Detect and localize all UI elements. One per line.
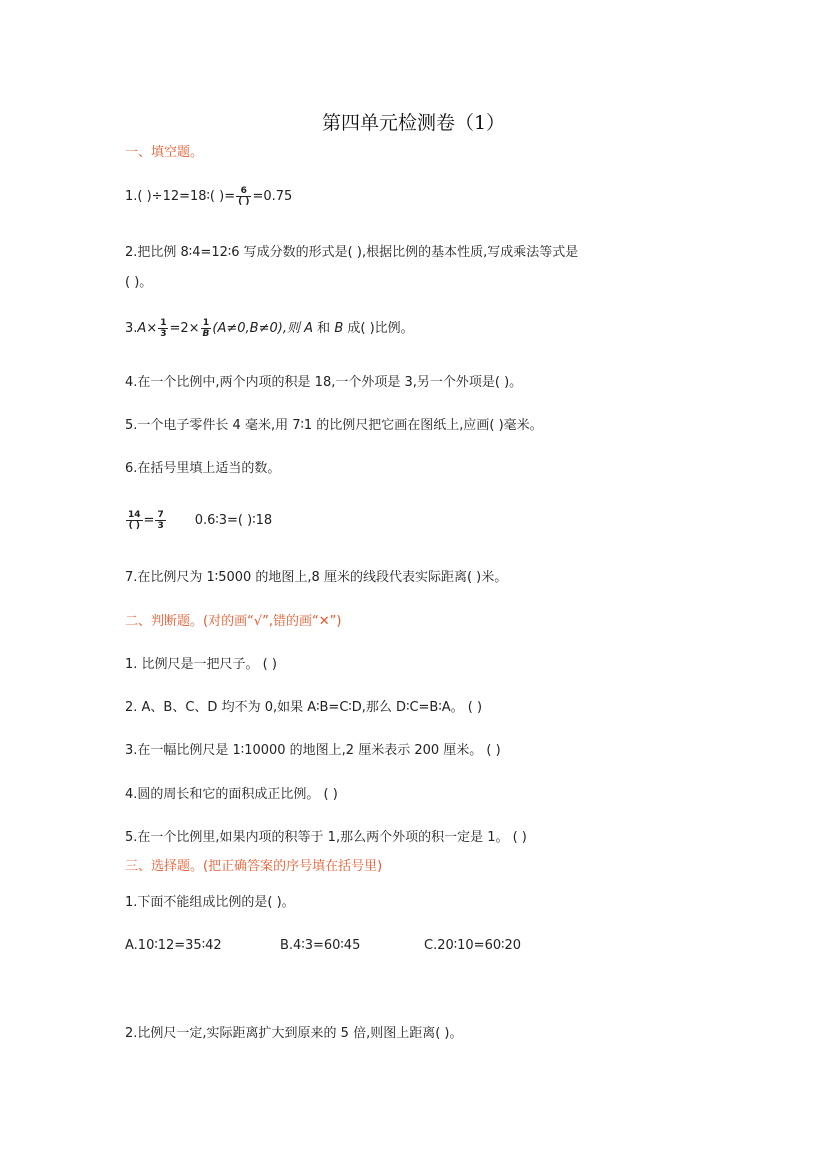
fill-q1-after: =0.75	[252, 189, 293, 204]
judge-question-5: 5.在一个比例里,如果内项的积等于 1,那么两个外项的积一定是 1。 ( )	[125, 830, 527, 845]
fill-question-2-line1: 2.把比例 8∶4=12∶6 写成分数的形式是( ),根据比例的基本性质,写成乘法等式是	[125, 245, 579, 260]
fill-q3-frac2-num: 1	[202, 318, 210, 328]
judge-question-2: 2. A、B、C、D 均不为 0,如果 A∶B=C∶D,那么 D∶C=B∶A。 ( )	[125, 700, 483, 715]
fill-question-6: 6.在括号里填上适当的数。	[125, 461, 281, 476]
fill-q3-prefix: 3.	[125, 321, 138, 336]
fill-q6-ratio: 0.6∶3=( )∶18	[194, 513, 273, 528]
fill-question-4: 4.在一个比例中,两个内项的积是 18,一个外项是 3,另一个外项是( )。	[125, 375, 523, 390]
fill-q3-frac1-den: 3	[160, 329, 167, 339]
fill-q3-end: 成( )比例。	[347, 321, 414, 336]
fill-question-1	[125, 186, 292, 207]
fill-q6-frac2-den: 3	[157, 521, 164, 531]
fill-q1-fraction	[236, 186, 251, 207]
fill-question-3	[125, 318, 414, 339]
fill-question-7: 7.在比例尺为 1∶5000 的地图上,8 厘米的线段代表实际距离( )米。	[125, 570, 508, 585]
choice-q1-option-a: A.10∶12=35∶42	[125, 938, 222, 953]
fill-q6-frac2-num: 7	[157, 510, 164, 520]
fill-q3-var-a2: A	[304, 321, 314, 336]
judge-question-4: 4.圆的周长和它的面积成正比例。 ( )	[125, 787, 338, 802]
choice-question-1: 1.下面不能组成比例的是( )。	[125, 895, 295, 910]
fill-q6-fraction-2	[155, 510, 165, 531]
fill-q1-frac-den: ( )	[238, 197, 250, 207]
choice-question-2: 2.比例尺一定,实际距离扩大到原来的 5 倍,则图上距离( )。	[125, 1026, 463, 1041]
choice-q1-option-b: B.4∶3=60∶45	[280, 938, 361, 953]
fill-q6-equals: =	[143, 513, 155, 528]
fill-q1-frac-num: 6	[240, 186, 247, 196]
fill-q3-times: ×	[146, 321, 158, 336]
fill-question-5: 5.一个电子零件长 4 毫米,用 7∶1 的比例尺把它画在图纸上,应画( )毫米。	[125, 418, 543, 433]
page-title: 第四单元检测卷（1）	[321, 112, 506, 134]
fill-q1-before: 1.( )÷12=18∶( )=	[125, 189, 236, 204]
section-judge-heading: 二、判断题。(对的画“√”,错的画“✕”)	[125, 614, 342, 629]
fill-q3-mid: =2×	[169, 321, 200, 336]
judge-question-3: 3.在一幅比例尺是 1∶10000 的地图上,2 厘米表示 200 厘米。 ( )	[125, 743, 501, 758]
section-choice-heading: 三、选择题。(把正确答案的序号填在括号里)	[125, 859, 383, 874]
fill-q3-fraction-2	[201, 318, 212, 339]
fill-question-2-line2: ( )。	[125, 275, 153, 290]
choice-q1-option-c: C.20∶10=60∶20	[424, 938, 522, 953]
fill-q6-frac1-num: 14	[128, 510, 141, 520]
fill-q3-and: 和	[317, 321, 331, 336]
section-fill-heading: 一、填空题。	[125, 145, 204, 160]
fill-q3-frac1-num: 1	[160, 318, 167, 328]
fill-q3-var-b: B	[334, 321, 344, 336]
fill-q6-fraction-1	[126, 510, 143, 531]
fill-question-6-items	[125, 510, 272, 531]
choice-question-1-options	[125, 936, 521, 956]
fill-q3-frac2-den: B	[202, 329, 210, 339]
fill-q3-fraction-1	[158, 318, 168, 339]
fill-q6-frac1-den: ( )	[126, 520, 143, 531]
fill-q3-var-a: A	[137, 321, 147, 336]
judge-question-1: 1. 比例尺是一把尺子。 ( )	[125, 657, 277, 672]
fill-q3-condition: (A≠0,B≠0),则	[212, 321, 300, 336]
